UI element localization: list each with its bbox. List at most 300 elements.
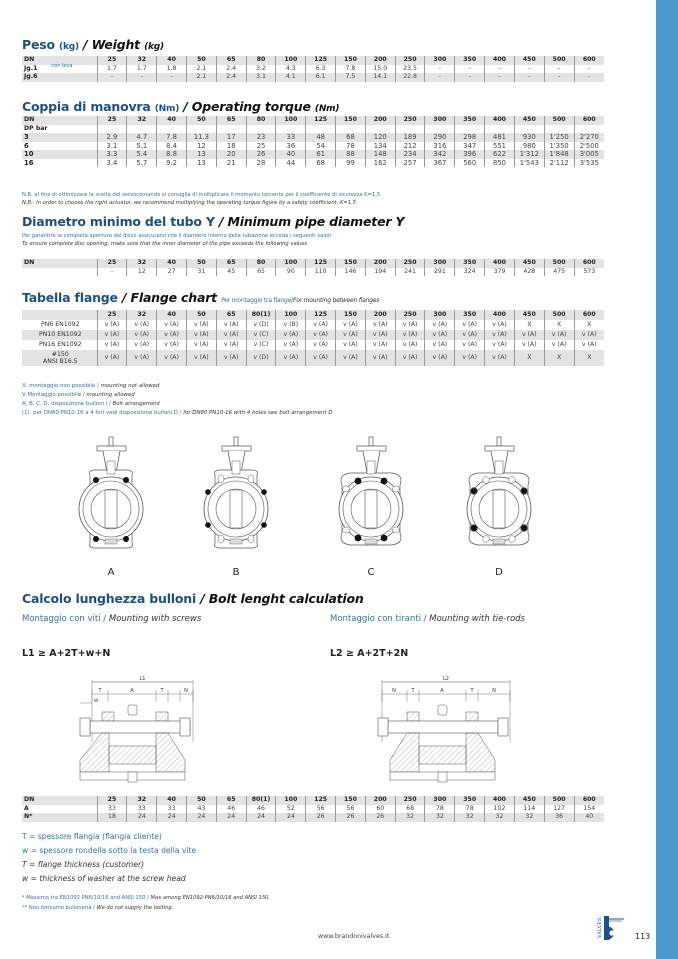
empty-cell [455,125,485,134]
cell: - [127,73,157,82]
cell: v (A) [186,350,216,366]
svg-text:T: T [98,688,102,694]
footnote-max: * Massimo tra EN1092 PN6/10/16 and ANSI 150 / Max among EN1092 PN6/10/16 and ANSI 150. [22,895,271,901]
cell: 1.7 [127,65,157,74]
cell: 46 [216,805,246,814]
cell: v (A) [306,330,336,340]
cell: 1'848 [544,150,574,159]
cell: 68 [336,133,366,142]
cell: 8.4 [157,142,187,151]
header-cell: 500 [544,56,574,65]
cell: 347 [455,142,485,151]
row-label-text: PN16 EN1092 [39,341,82,348]
cell: 324 [455,268,485,277]
legend-it: V Montaggio possibile [22,392,82,398]
torque-table [22,116,604,167]
cell: - [455,65,485,74]
cell: 48 [306,133,336,142]
legend-en: mounting allowed [86,392,135,398]
brandoni-logo-icon [596,910,626,944]
row-label: 3 [22,133,97,142]
cell: v (A) [157,320,187,330]
header-cell: 25 [97,116,127,125]
cell: 154 [574,805,604,814]
torque-note-en: N.B.: In order to choose the right actuator, we recommend multiplying the operating torque figure by a safety coefficient. K=1.5 [22,200,356,206]
header-cell: 300 [425,310,455,320]
header-cell: 100 [276,259,306,268]
svg-text:T: T [160,688,164,694]
row-label-text: PN6 EN1092 [40,321,80,328]
header-cell: 50 [186,310,216,320]
cell: 99 [336,159,366,168]
cell: 26 [336,813,366,822]
cell: 241 [395,268,425,277]
table-row [22,268,604,277]
cell: 78 [336,142,366,151]
cell: 46 [246,805,276,814]
cell: 2'500 [574,142,604,151]
header-cell: 250 [395,310,425,320]
cell: v (A) [514,330,544,340]
bolt-legend-item: w = spessore rondella sotto la testa della vite [22,846,197,855]
valve-arrangement-d [460,435,540,565]
legend-en: mounting not allowed [100,383,160,389]
cell: v (A) [276,350,306,366]
cell: 980 [514,142,544,151]
svg-text:L1: L1 [139,676,146,682]
cell: 3'535 [574,159,604,168]
cell: - [485,73,515,82]
header-cell: 80 [246,116,276,125]
cell: 15.0 [365,65,395,74]
header-cell: 350 [455,56,485,65]
cell: v (A) [425,350,455,366]
row-label-text: ANSI B16.5 [42,358,78,365]
cell: 234 [395,150,425,159]
table-row [22,340,604,350]
page-number: 113 [635,932,651,941]
cell: 32 [485,813,515,822]
cell: 44 [276,159,306,168]
header-cell: 450 [514,259,544,268]
svg-text:N: N [184,688,188,694]
header-cell: 65 [216,116,246,125]
cell: 850 [485,159,515,168]
header-empty [22,310,97,320]
header-cell: 250 [395,56,425,65]
cell: - [514,65,544,74]
cell: 298 [455,133,485,142]
empty-cell [395,125,425,134]
cell: v (A) [216,340,246,350]
cell: 396 [455,150,485,159]
header-cell: 450 [514,310,544,320]
legend-separator: / [177,410,184,416]
cell: 3.4 [97,159,127,168]
cell: - [514,73,544,82]
header-cell: 400 [485,56,515,65]
empty-cell [276,125,306,134]
cell: v (A) [97,320,127,330]
cell: v (A) [157,330,187,340]
cell: 6.1 [306,73,336,82]
header-cell: 200 [365,796,395,805]
header-cell: 100 [276,116,306,125]
cell: 6.3 [306,65,336,74]
header-cell: 100 [276,56,306,65]
header-cell: 250 [395,796,425,805]
arrangement-label: C [367,567,375,578]
cell: 120 [365,133,395,142]
header-cell: 350 [455,310,485,320]
lever-note: con leva [51,62,73,69]
header-cell: 300 [425,116,455,125]
cell: 2.1 [186,65,216,74]
header-cell: 125 [306,56,336,65]
cell: v (C) [246,330,276,340]
cell: 17 [216,133,246,142]
cell: 32 [395,813,425,822]
header-cell: 250 [395,259,425,268]
cell: v (A) [395,320,425,330]
svg-text:N: N [392,688,396,694]
cell: 90 [276,268,306,277]
header-cell: 500 [544,796,574,805]
legend-it: X: montaggio non possibile [22,383,96,389]
cell: X [544,320,574,330]
cell: 3.2 [246,65,276,74]
header-cell: 50 [186,796,216,805]
empty-cell [216,125,246,134]
cell: - [425,65,455,74]
empty-cell [425,125,455,134]
cell: v (A) [425,340,455,350]
bolt-legend-item: T = flange thickness (customer) [22,860,145,869]
cell: 379 [485,268,515,277]
cell: v (A) [544,330,574,340]
row-label [22,268,97,277]
header-cell: 200 [365,116,395,125]
header-cell: 150 [336,116,366,125]
cell: 56 [336,805,366,814]
arrangement-label: D [495,567,503,578]
formula-l2: L2 ≥ A+2T+2N [330,648,409,659]
website-url[interactable]: www.brandonivalves.it [318,933,390,940]
cell: - [574,73,604,82]
cell: 5.7 [127,159,157,168]
cell: - [97,268,127,277]
header-dn: DN [22,796,97,805]
cell: v (A) [216,330,246,340]
cell: 40 [276,150,306,159]
row-label [22,340,97,350]
header-cell: 40 [157,116,187,125]
cell: v (A) [336,320,366,330]
cell: 60 [365,805,395,814]
cell: 12 [127,268,157,277]
header-cell: 80 [246,259,276,268]
empty-cell [186,125,216,134]
cell: 148 [365,150,395,159]
cell: 36 [544,813,574,822]
cell: - [97,73,127,82]
cell: v (A) [365,320,395,330]
pipe-title: Diametro minimo del tubo Y / Minimum pipe diameter Y [22,214,405,229]
header-cell: 80 [246,56,276,65]
flange-legend-item [22,392,135,398]
header-cell: 100 [276,796,306,805]
row-label [22,73,97,82]
header-cell: 125 [306,259,336,268]
cell: 8.8 [157,150,187,159]
row-label [22,330,97,340]
cell: 33 [97,805,127,814]
cell: 7.5 [336,73,366,82]
cell: 56 [306,805,336,814]
header-cell: 40 [157,259,187,268]
cell: v (A) [365,350,395,366]
header-cell: 450 [514,56,544,65]
header-cell: 500 [544,116,574,125]
cell: v (B) [276,320,306,330]
cell: 2.1 [186,73,216,82]
cell: v (A) [365,340,395,350]
table-row [22,142,604,151]
cell: X [544,350,574,366]
cell: 18 [97,813,127,822]
svg-text:A: A [130,688,134,694]
cell: 45 [216,268,246,277]
cell: - [455,73,485,82]
cell: 257 [395,159,425,168]
cell: v (A) [186,330,216,340]
cell: v (A) [127,330,157,340]
cell: 481 [485,133,515,142]
row-label: 10 [22,150,97,159]
empty-cell [157,125,187,134]
cell: 33 [276,133,306,142]
cell: 26 [365,813,395,822]
bolt-legend-item: T = spessore flangia (flangia cliente) [22,832,162,841]
header-dn: DN [22,56,97,65]
cell: v (A) [336,340,366,350]
torque-note-it: N.B. al fine di ottimizzare la scelta del servocomando si consiglia di moltiplicare il momento torcente per il coefficiente di sicurezza K=1.5 [22,192,381,198]
cell: 65 [246,268,276,277]
valve-arrangement-b [197,435,277,565]
cell: 3.1 [97,142,127,151]
cell: v (D) [246,320,276,330]
header-cell: 65 [216,259,246,268]
legend-separator: / [81,392,87,398]
header-cell: 600 [574,259,604,268]
cell: 36 [276,142,306,151]
cell: v (A) [336,350,366,366]
header-cell: 25 [97,310,127,320]
cell: v (A) [544,340,574,350]
cell: 622 [485,150,515,159]
cell: 7.8 [157,133,187,142]
cell: 52 [276,805,306,814]
cell: 32 [514,813,544,822]
cell: 1.7 [97,65,127,74]
cell: 61 [306,150,336,159]
tierods-subtitle: Montaggio con tiranti / Mounting with tie-rods [330,614,525,624]
cell: 3.1 [246,73,276,82]
bolt-length-table [22,796,604,822]
header-cell: 400 [485,310,515,320]
header-cell: 125 [306,116,336,125]
cell: 4.7 [127,133,157,142]
flange-title: Tabella flange / Flange chart Per montaggio tra flange/For mounting between flanges [22,290,380,305]
cell: v (A) [455,320,485,330]
legend-en: Bolt arrangement [112,401,161,407]
flange-table [22,310,604,366]
header-cell: 350 [455,796,485,805]
header-cell: 40 [157,56,187,65]
legend-en: for DN80 PN10-16 with 4 holes see bolt arrangement D [183,410,333,416]
header-cell: 300 [425,56,455,65]
cell: v (A) [455,350,485,366]
cell: 5.1 [127,142,157,151]
header-cell: 300 [425,796,455,805]
tierod-mounting-diagram [370,672,530,784]
cell: v (A) [574,330,604,340]
arrangement-label: B [232,567,240,578]
cell: 13 [186,150,216,159]
cell: 189 [395,133,425,142]
header-dn: DN [22,116,97,125]
empty-cell [574,125,604,134]
cell: - [544,73,574,82]
valve-arrangement-c [332,435,412,565]
row-label-text: #150 [51,351,69,358]
table-row [22,330,604,340]
weight-table [22,56,604,82]
cell: v (C) [246,340,276,350]
cell: 2.4 [216,65,246,74]
header-cell: 200 [365,56,395,65]
cell: 20 [216,150,246,159]
cell: 21 [216,159,246,168]
cell: 18 [216,142,246,151]
cell: 25 [246,142,276,151]
cell: 23.5 [395,65,425,74]
cell: v (A) [425,330,455,340]
header-cell: 250 [395,116,425,125]
cell: 24 [276,813,306,822]
cell: 32 [425,813,455,822]
header-cell: 200 [365,259,395,268]
header-cell: 100 [276,310,306,320]
header-cell: 80(1) [246,310,276,320]
cell: v (A) [485,340,515,350]
table-row [22,320,604,330]
empty-cell [336,125,366,134]
legend-it: A, B, C, D: disposizione bulloni l [22,401,108,407]
cell: 551 [485,142,515,151]
empty-cell [97,125,127,134]
flange-legend-item [22,383,159,389]
header-cell: 150 [336,796,366,805]
cell: 24 [127,813,157,822]
table-row [22,65,604,74]
empty-cell [485,125,515,134]
cell: v (A) [485,350,515,366]
table-row [22,813,604,822]
cell: 33 [127,805,157,814]
cell: v (A) [455,330,485,340]
cell: v (A) [306,350,336,366]
bolt-legend-item: w = thickness of washer at the screw head [22,874,186,883]
cell: v (A) [97,330,127,340]
cell: 28 [246,159,276,168]
screw-mounting-diagram [60,672,220,784]
table-row [22,73,604,82]
pipe-note-en: To ensure complete disc opening, make sure that the inner diameter of the pipe exceeds the following values [22,241,308,247]
cell: 12 [186,142,216,151]
legend-separator: / [95,383,101,389]
cell: 24 [186,813,216,822]
cell: 11.3 [186,133,216,142]
header-cell: 500 [544,310,574,320]
svg-text:W: W [94,699,99,704]
row-label [22,62,97,74]
cell: - [544,65,574,74]
arrangement-label: A [107,567,115,578]
row-label: A [24,804,29,812]
header-cell: 40 [157,310,187,320]
cell: v (A) [485,330,515,340]
header-cell: 80(1) [246,796,276,805]
row-label [22,350,97,366]
header-cell: 32 [127,56,157,65]
cell: 1'543 [514,159,544,168]
cell: v (A) [425,320,455,330]
header-cell: 50 [186,56,216,65]
cell: 291 [425,268,455,277]
cell: 2.4 [216,73,246,82]
cell: 5.4 [127,150,157,159]
svg-text:VALVES: VALVES [597,917,603,938]
cell: v (A) [455,340,485,350]
cell: - [574,65,604,74]
empty-cell [365,125,395,134]
header-cell: 600 [574,116,604,125]
cell: 134 [365,142,395,151]
cell: v (A) [574,340,604,350]
cell: 1'312 [514,150,544,159]
cell: v (A) [276,330,306,340]
cell: X [574,350,604,366]
header-cell: 50 [186,116,216,125]
header-cell: 40 [157,796,187,805]
cell: 68 [306,159,336,168]
empty-cell [514,125,544,134]
bolt-title: Calcolo lunghezza bulloni / Bolt lenght calculation [22,591,364,606]
cell: 146 [336,268,366,277]
cell: v (A) [276,340,306,350]
cell: v (D) [246,350,276,366]
cell: 3'005 [574,150,604,159]
cell: 54 [306,142,336,151]
cell: 88 [336,150,366,159]
cell: - [425,73,455,82]
cell: 127 [544,805,574,814]
header-cell: 400 [485,116,515,125]
cell: v (A) [306,340,336,350]
legend-separator: / [107,401,113,407]
cell: v (A) [336,330,366,340]
